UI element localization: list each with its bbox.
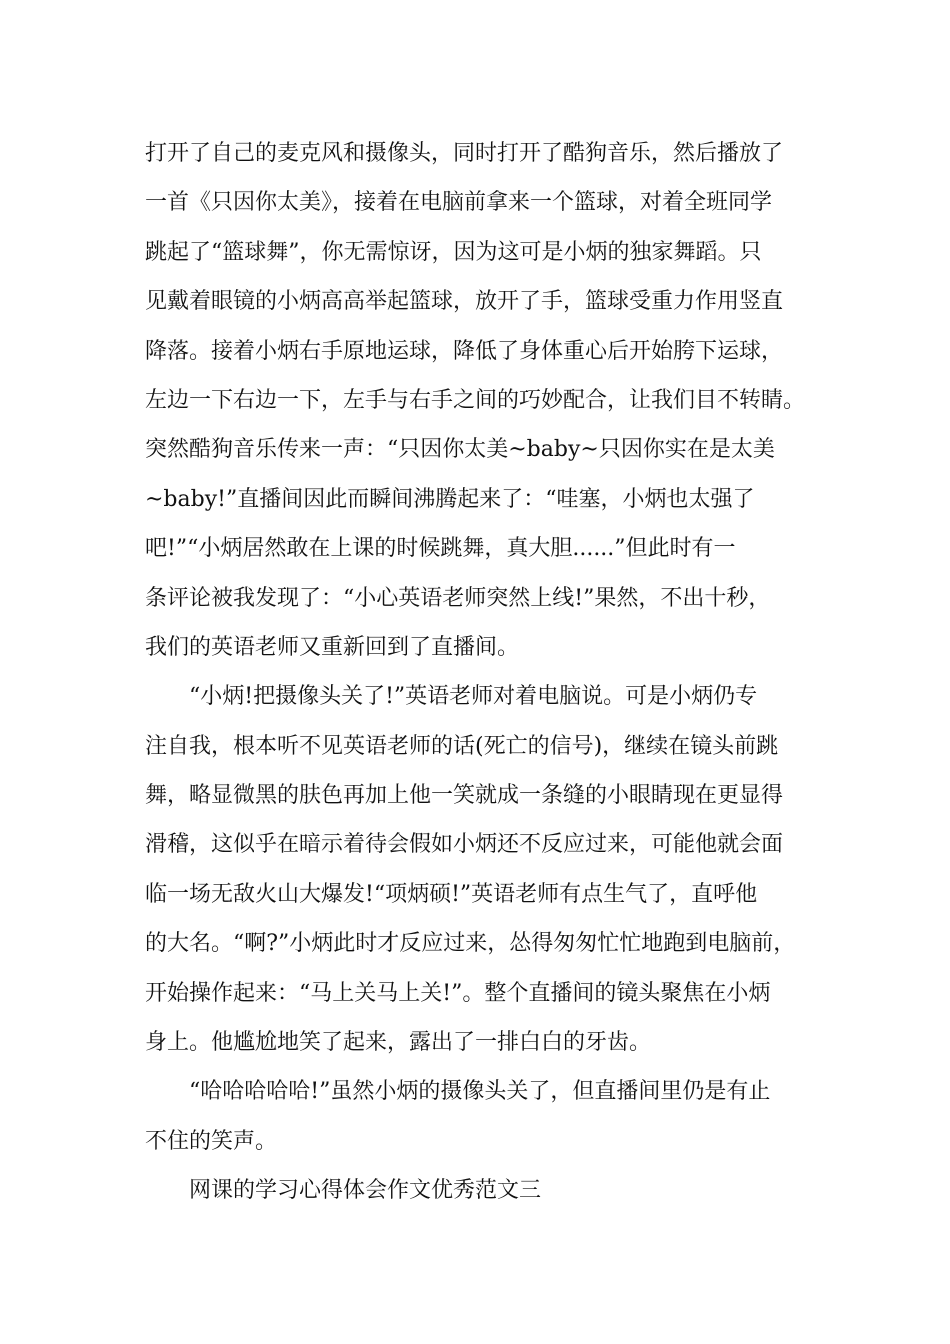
text-line: 左边一下右边一下，左手与右手之间的巧妙配合，让我们目不转睛。 xyxy=(145,387,806,413)
text-line: 降落。接着小炳右手原地运球，降低了身体重心后开始胯下运球， xyxy=(145,338,784,364)
text-line: 的大名。“啊?”小炳此时才反应过来，怂得匆匆忙忙地跑到电脑前， xyxy=(145,931,796,957)
text-line: 注自我，根本听不见英语老师的话(死亡的信号)，继续在镜头前跳 xyxy=(145,733,779,759)
text-line: 突然酷狗音乐传来一声：“只因你太美~baby~只因你实在是太美 xyxy=(145,437,775,463)
text-line: ~baby!”直播间因此而瞬间沸腾起来了：“哇塞，小炳也太强了 xyxy=(145,486,755,512)
text-line: 滑稽，这似乎在暗示着待会假如小炳还不反应过来，可能他就会面 xyxy=(145,832,784,858)
text-line: 我们的英语老师又重新回到了直播间。 xyxy=(145,634,520,660)
paragraph-first-line: “哈哈哈哈哈!”虽然小炳的摄像头关了，但直播间里仍是有止 xyxy=(189,1079,771,1105)
text-line: 临一场无敌火山大爆发!“项炳硕!”英语老师有点生气了，直呼他 xyxy=(145,881,758,907)
text-line: 打开了自己的麦克风和摄像头，同时打开了酷狗音乐，然后播放了 xyxy=(145,141,784,166)
document-body xyxy=(145,129,825,1216)
text-line: 一首《只因你太美》，接着在电脑前拿来一个篮球，对着全班同学 xyxy=(145,190,773,216)
text-line: 跳起了“篮球舞”，你无需惊讶，因为这可是小炳的独家舞蹈。只 xyxy=(145,239,762,265)
text-line: 条评论被我发现了：“小心英语老师突然上线!”果然，不出十秒， xyxy=(145,585,771,611)
paragraph-first-line: “小炳!把摄像头关了!”英语老师对着电脑说。可是小炳仍专 xyxy=(189,684,758,710)
section-heading: 网课的学习心得体会作文优秀范文三 xyxy=(189,1178,542,1204)
text-line: 不住的笑声。 xyxy=(145,1128,278,1154)
text-line: 开始操作起来：“马上关马上关!”。整个直播间的镜头聚焦在小炳 xyxy=(145,980,771,1006)
text-line: 舞，略显微黑的肤色再加上他一笑就成一条缝的小眼睛现在更显得 xyxy=(145,783,784,809)
text-line: 身上。他尴尬地笑了起来，露出了一排白白的牙齿。 xyxy=(145,1030,652,1056)
text-line: 吧!”“小炳居然敢在上课的时候跳舞，真大胆......”但此时有一 xyxy=(145,536,736,562)
text-line: 见戴着眼镜的小炳高高举起篮球，放开了手，篮球受重力作用竖直 xyxy=(145,289,784,315)
